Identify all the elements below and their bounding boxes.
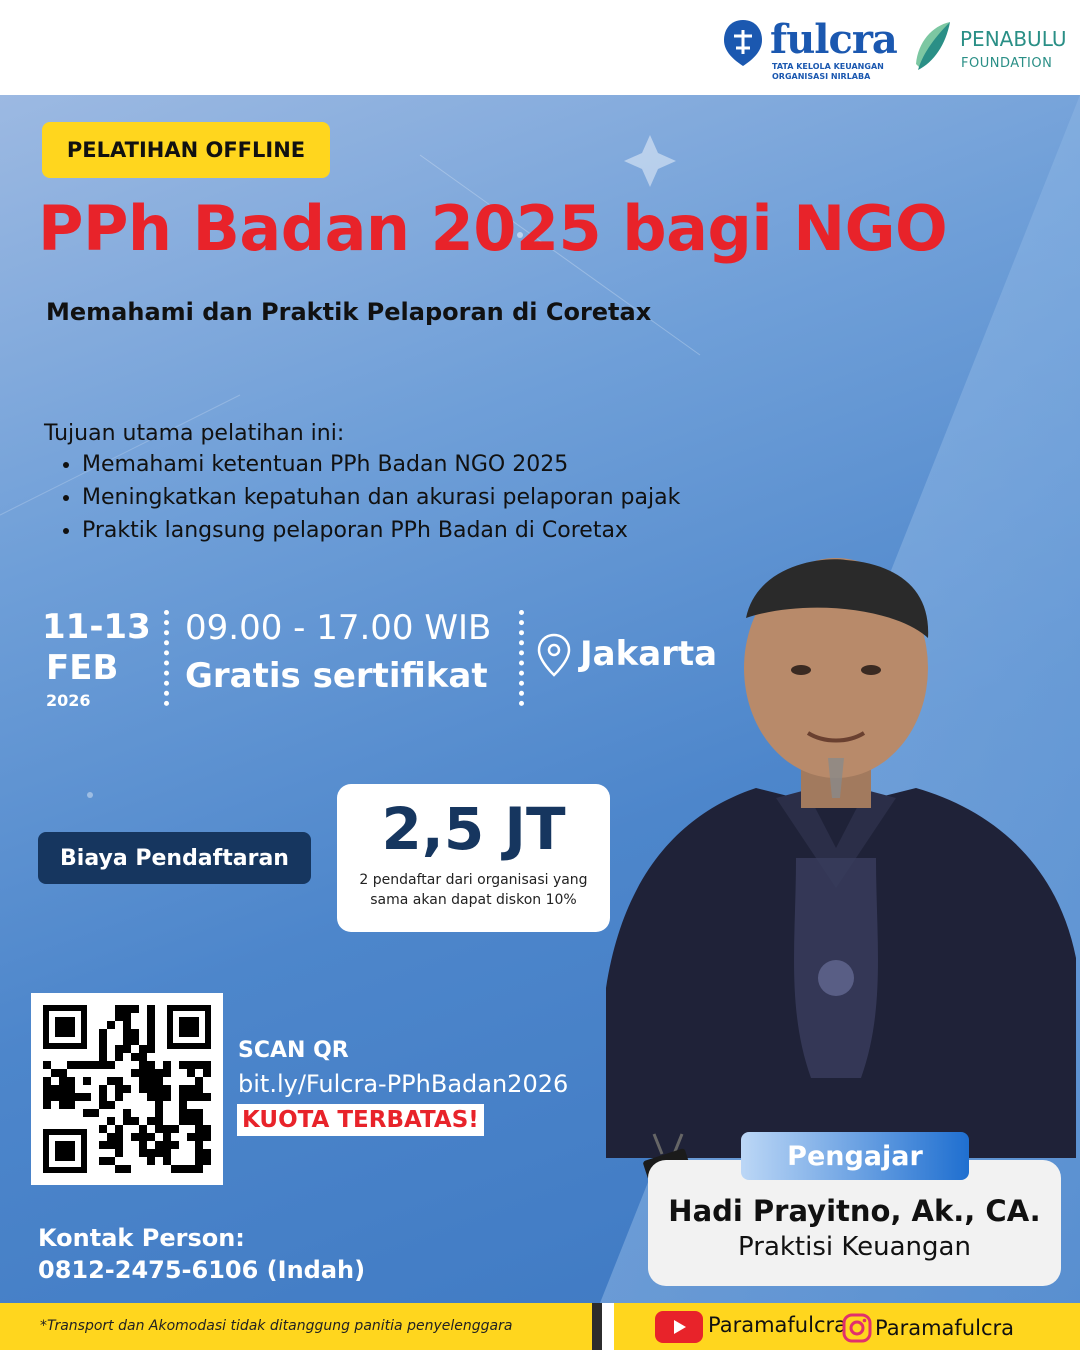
registration-link[interactable]: bit.ly/Fulcra-PPhBadan2026 (238, 1070, 569, 1098)
footer-divider (602, 1303, 614, 1350)
price-card (337, 784, 610, 932)
goal-item: • Meningkatkan kepatuhan dan akurasi pelaporan pajak (82, 485, 680, 510)
event-title: PPh Badan 2025 bagi NGO (38, 192, 948, 265)
instructor-photo (596, 558, 1080, 1158)
training-type-badge: PELATIHAN OFFLINE (42, 122, 330, 178)
qr-pattern-icon (31, 993, 223, 1185)
location-pin-icon (536, 633, 572, 677)
contact-phone: 0812-2475-6106 (Indah) (38, 1256, 366, 1284)
discount-note-line: 2 pendaftar dari organisasi yang (359, 871, 588, 888)
discount-note-line: sama akan dapat diskon 10% (370, 892, 577, 909)
fulcra-name: fulcra (770, 16, 897, 63)
instructor-tag: Pengajar (741, 1132, 969, 1180)
discount-note (337, 870, 610, 911)
goals-heading: Tujuan utama pelatihan ini: (44, 421, 345, 446)
goal-item: • Praktik langsung pelaporan PPh Badan di Coretax (82, 518, 680, 543)
header-bar (0, 0, 1080, 95)
youtube-handle[interactable]: Paramafulcra (708, 1313, 848, 1337)
contact-label: Kontak Person: (38, 1224, 245, 1252)
instructor-role: Praktisi Keuangan (738, 1232, 971, 1262)
divider (519, 610, 524, 706)
instagram-handle[interactable]: Paramafulcra (875, 1316, 1015, 1340)
penabulu-feather-icon (910, 18, 958, 78)
disclaimer-text: *Transport dan Akomodasi tidak ditanggung panitia penyelenggara (40, 1318, 513, 1334)
goal-item: • Memahami ketentuan PPh Badan NGO 2025 (82, 452, 680, 477)
fulcra-logo-icon (722, 18, 764, 68)
event-subtitle: Memahami dan Praktik Pelaporan di Coretax (46, 298, 652, 326)
event-days: 11-13 (42, 607, 151, 647)
event-month: FEB (46, 648, 119, 688)
divider (164, 610, 169, 706)
penabulu-sub: FOUNDATION (961, 56, 1053, 71)
scan-qr-label: SCAN QR (238, 1038, 349, 1063)
certificate-info: Gratis sertifikat (185, 656, 488, 696)
quota-warning: KUOTA TERBATAS! (237, 1104, 484, 1136)
fulcra-tagline: ORGANISASI NIRLABA (772, 72, 871, 81)
penabulu-name: PENABULU (960, 27, 1067, 51)
instagram-icon[interactable] (842, 1313, 872, 1343)
instructor-name: Hadi Prayitno, Ak., CA. (668, 1194, 1041, 1228)
goals-section (44, 421, 680, 551)
goals-list (44, 452, 680, 543)
event-location: Jakarta (580, 634, 718, 674)
price-value: 2,5 JT (381, 795, 566, 863)
event-time: 09.00 - 17.00 WIB (185, 608, 492, 648)
registration-qr-code[interactable] (31, 993, 223, 1185)
registration-fee-label: Biaya Pendaftaran (38, 832, 311, 884)
youtube-icon[interactable] (655, 1311, 703, 1343)
event-year: 2026 (46, 691, 91, 710)
fulcra-tagline: TATA KELOLA KEUANGAN (772, 62, 884, 71)
